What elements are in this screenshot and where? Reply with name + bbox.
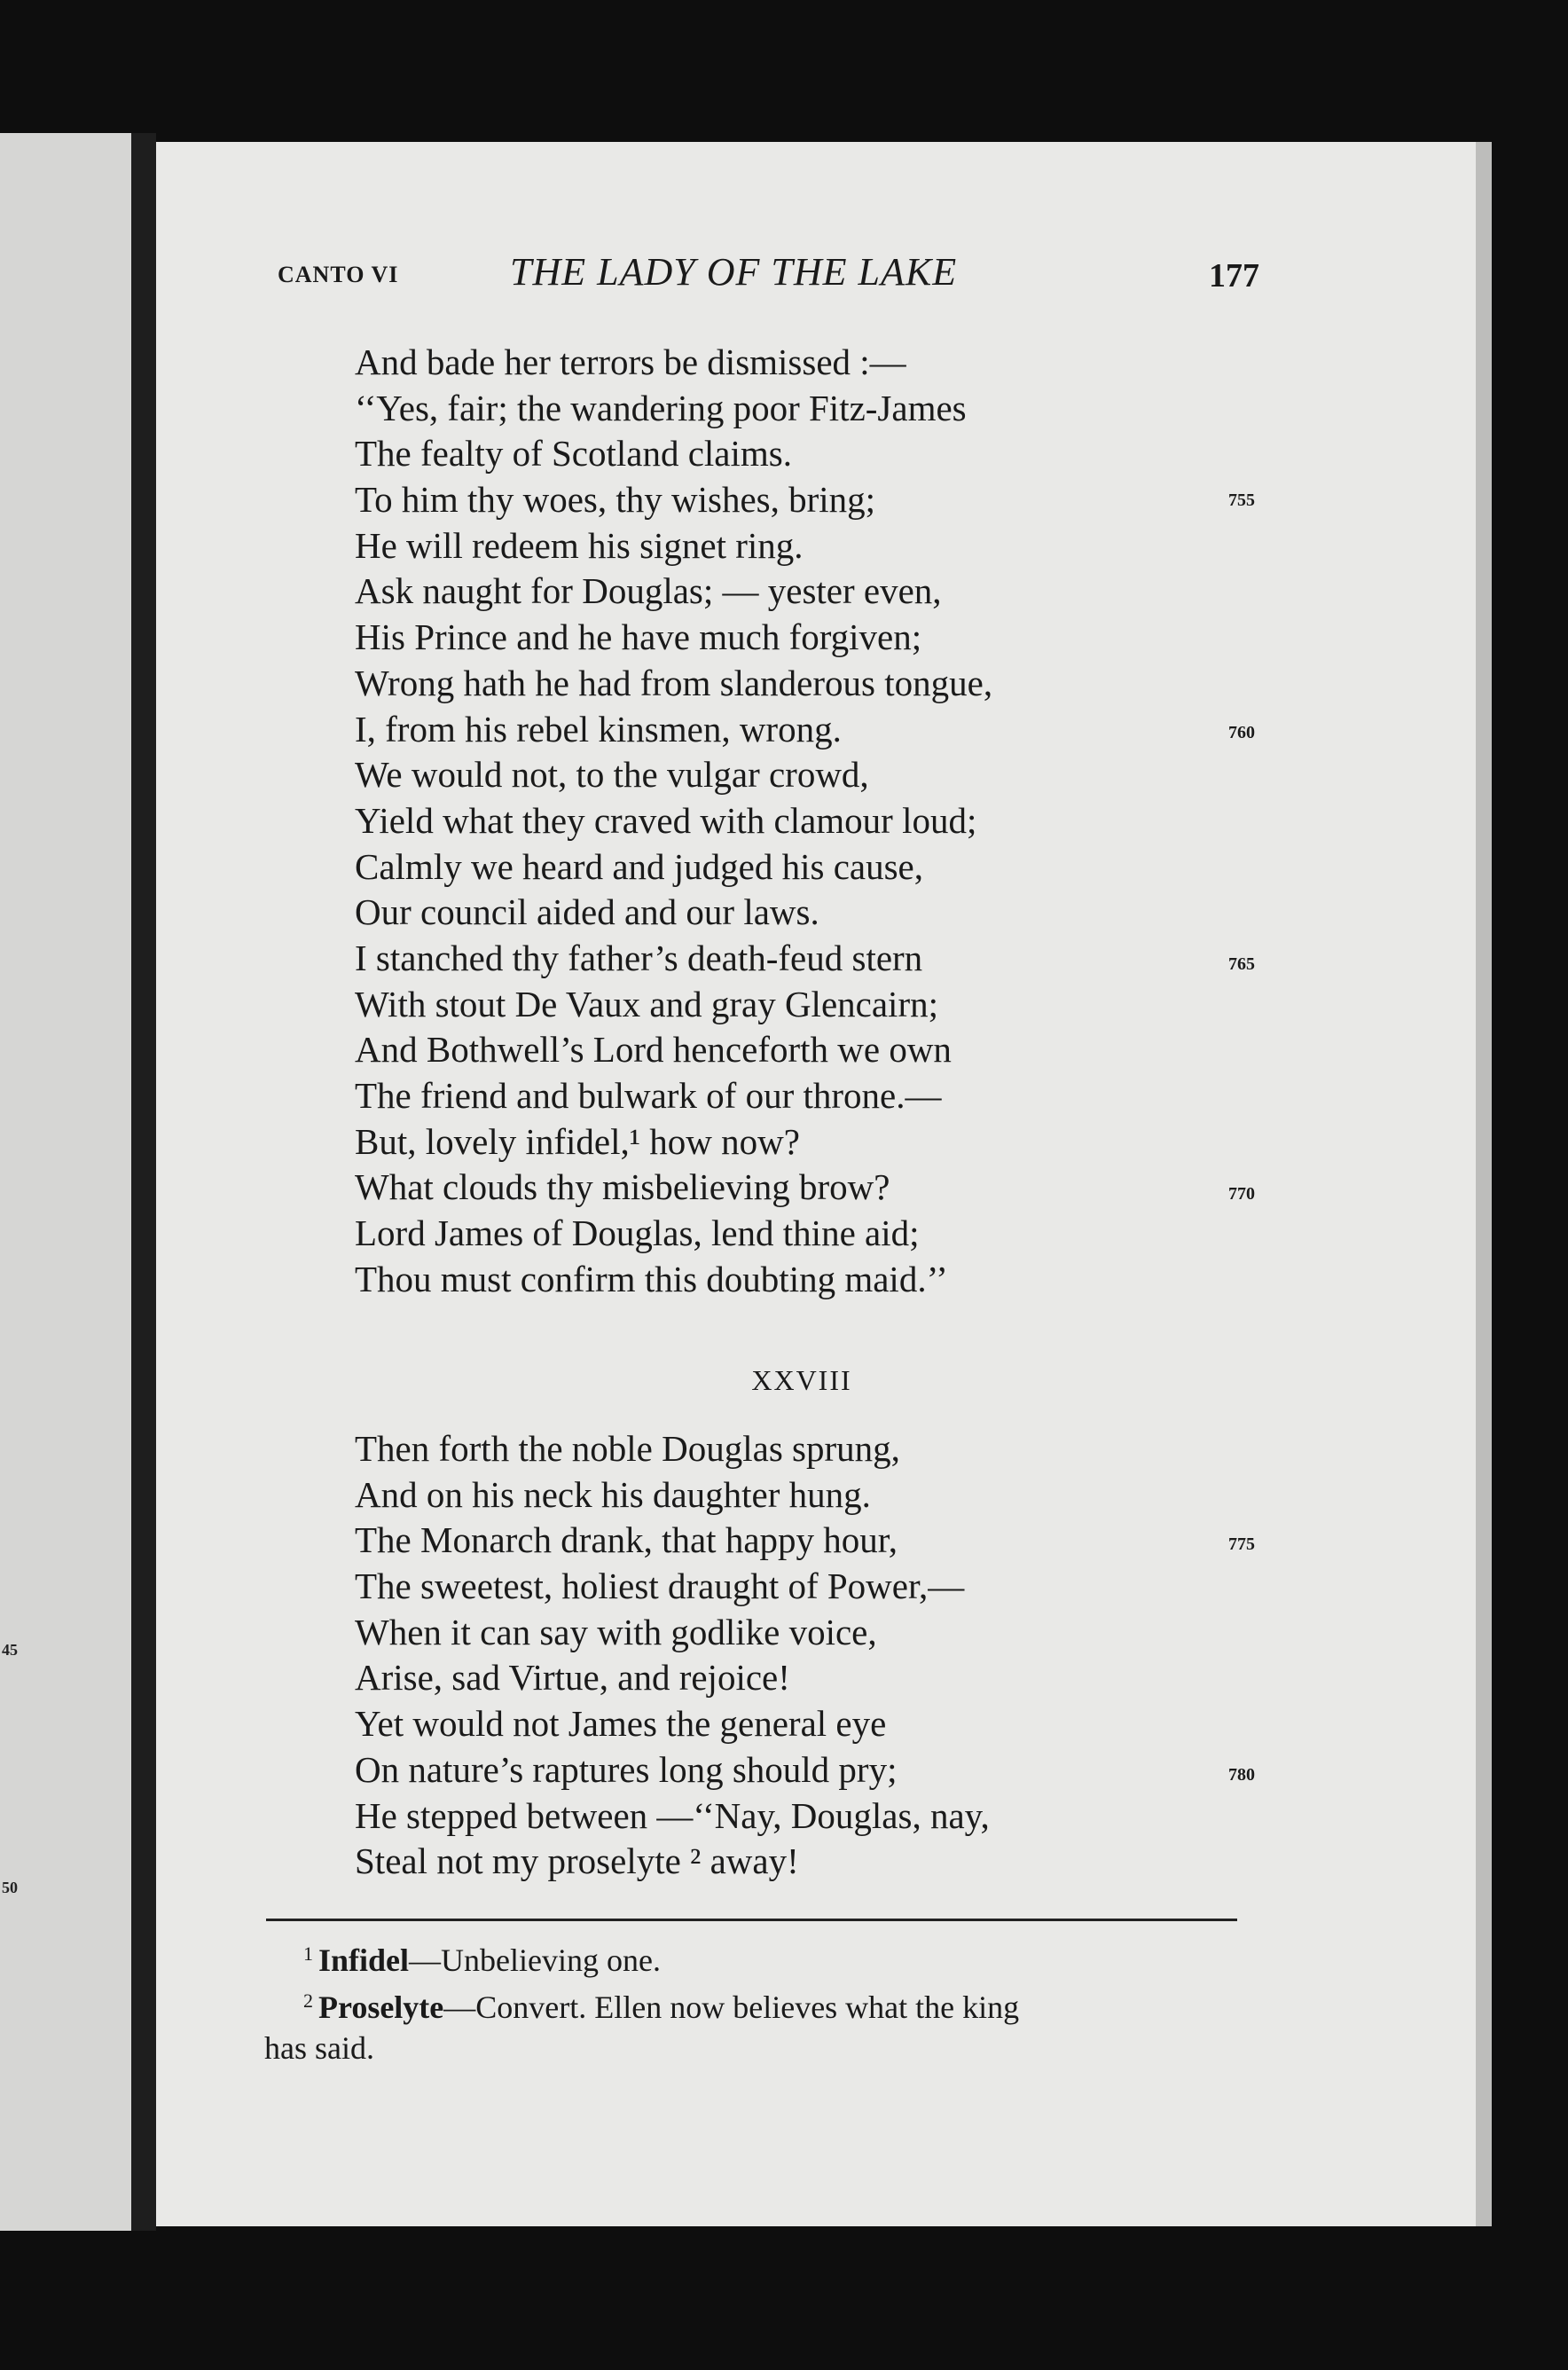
stanza-xxvii-continuation	[355, 340, 1206, 1302]
footnote-mark: 2	[303, 1989, 313, 2012]
verse-line: His Prince and he have much forgiven;	[355, 616, 922, 658]
verse-line: The friend and bulwark of our throne.—	[355, 1075, 942, 1116]
verse-line: Ask naught for Douglas; — yester even,	[355, 570, 942, 612]
footnote-text: —Convert. Ellen now believes what the king	[443, 1989, 1020, 2025]
verse-line: Yield what they craved with clamour loud;	[355, 799, 977, 841]
footnote-mark: 1	[303, 1942, 313, 1965]
verse-line: Then forth the noble Douglas sprung,	[355, 1428, 900, 1469]
running-header	[0, 250, 1568, 315]
verse-line: And on his neck his daughter hung.	[355, 1473, 871, 1515]
footnote-rule	[266, 1919, 1237, 1921]
page-number: 177	[1209, 257, 1259, 294]
verse-line: Yet would not James the general eye	[355, 1703, 887, 1745]
verse-line: Steal not my proselyte ² away!	[355, 1840, 799, 1882]
verse-line: He will redeem his signet ring.	[355, 524, 804, 566]
verse-line: Calmly we heard and judged his cause,	[355, 845, 924, 887]
verse-line: I, from his rebel kinsmen, wrong.	[355, 708, 842, 749]
facing-page-edge	[0, 133, 131, 2231]
stanza-heading: XXVIII	[751, 1364, 852, 1396]
footnote-text: —Unbelieving one.	[409, 1942, 661, 1978]
stanza-xxviii	[355, 1426, 1206, 1885]
verse-line: We would not, to the vulgar crowd,	[355, 754, 869, 796]
verse-line: He stepped between —‘‘Nay, Douglas, nay,	[355, 1794, 990, 1836]
verse-line: The Monarch drank, that happy hour,	[355, 1519, 898, 1561]
footnote-continuation: has said.	[264, 2030, 374, 2066]
verse-line: When it can say with godlike voice,	[355, 1611, 877, 1652]
verse-line: On nature’s raptures long should pry;	[355, 1748, 898, 1790]
verse-line: ‘‘Yes, fair; the wandering poor Fitz-James	[355, 387, 967, 428]
footnote	[264, 1934, 1249, 1981]
verse-line: Lord James of Douglas, lend thine aid;	[355, 1212, 920, 1254]
verse-line: But, lovely infidel,¹ how now?	[355, 1120, 800, 1162]
line-number: 775	[1228, 1534, 1255, 1554]
footnote	[264, 1981, 1249, 2028]
verse-line: Arise, sad Virtue, and rejoice!	[355, 1657, 790, 1699]
verse-line: Wrong hath he had from slanderous tongue,	[355, 662, 993, 703]
verse-line: To him thy woes, thy wishes, bring;	[355, 479, 876, 521]
verse-line: I stanched thy father’s death-feud stern	[355, 937, 923, 978]
line-number: 765	[1228, 954, 1255, 974]
line-number: 755	[1228, 490, 1255, 510]
verse-line: Thou must confirm this doubting maid.’’	[355, 1258, 948, 1299]
facing-page-line-number: 50	[2, 1879, 18, 1896]
page-edge-shadow	[1476, 142, 1492, 2226]
facing-page-line-number: 45	[2, 1641, 18, 1659]
verse-line: And bade her terrors be dismissed :—	[355, 341, 906, 382]
verse-line: The sweetest, holiest draught of Power,—	[355, 1566, 965, 1607]
verse-line: Our council aided and our laws.	[355, 891, 819, 933]
verse-line: The fealty of Scotland claims.	[355, 433, 792, 475]
footnote-term: Proselyte	[318, 1989, 444, 2025]
line-number: 770	[1228, 1184, 1255, 1204]
book-spine	[131, 133, 156, 2231]
verse-line: With stout De Vaux and gray Glencairn;	[355, 983, 938, 1024]
footnotes	[264, 1934, 1249, 2068]
line-number: 760	[1228, 723, 1255, 742]
canto-label: CANTO VI	[278, 262, 399, 287]
running-title: THE LADY OF THE LAKE	[510, 250, 958, 294]
line-number: 780	[1228, 1765, 1255, 1785]
footnote-term: Infidel	[318, 1942, 410, 1978]
verse-line: What clouds thy misbelieving brow?	[355, 1166, 890, 1208]
verse-line: And Bothwell’s Lord henceforth we own	[355, 1029, 952, 1071]
